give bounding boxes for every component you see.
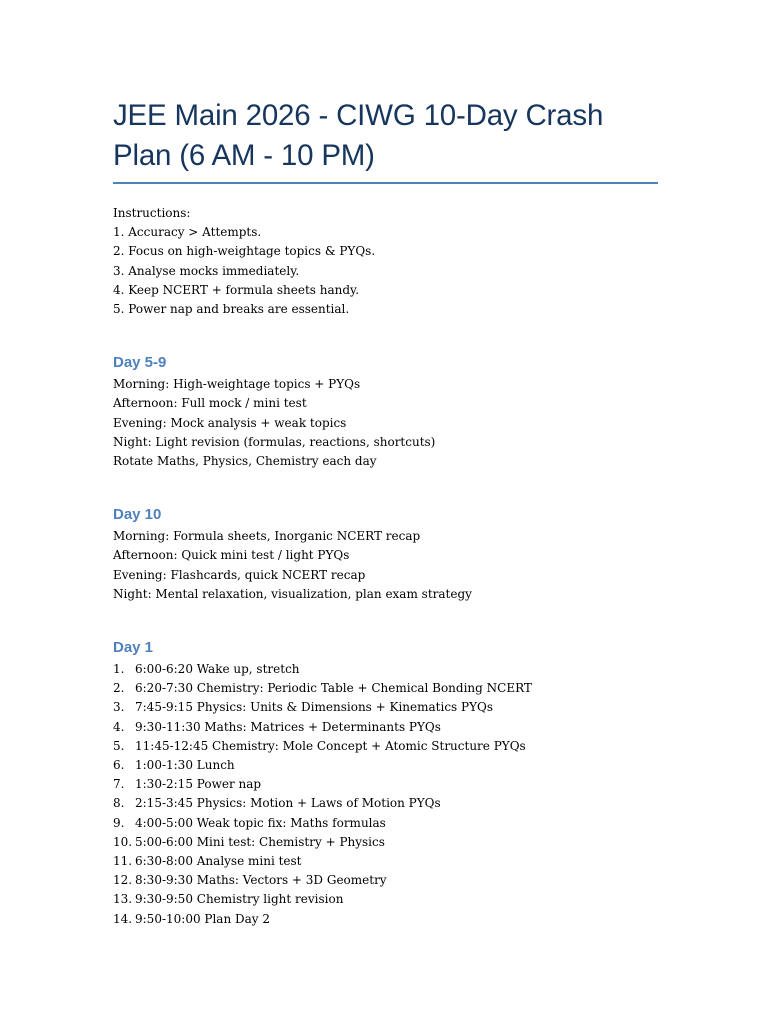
instruction-item: 3. Analyse mocks immediately. <box>113 263 300 278</box>
section-heading: Day 5-9 <box>113 354 167 372</box>
section-heading: Day 1 <box>113 639 154 657</box>
list-item <box>113 833 658 852</box>
list-number: 11. <box>113 854 133 869</box>
instruction-item: 4. Keep NCERT + formula sheets handy. <box>113 282 360 297</box>
section-heading: Day 10 <box>113 506 162 524</box>
list-text: 2:15-3:45 Physics: Motion + Laws of Motion PYQs <box>135 796 441 811</box>
list-number: 3. <box>113 700 125 715</box>
schedule-line: Night: Light revision (formulas, reactions, shortcuts) <box>113 434 436 449</box>
list-text: 1:00-1:30 Lunch <box>135 758 235 773</box>
schedule-line: Afternoon: Full mock / mini test <box>113 396 307 411</box>
list-number: 1. <box>113 662 125 677</box>
list-number: 2. <box>113 681 125 696</box>
list-text: 5:00-6:00 Mini test: Chemistry + Physics <box>135 834 385 849</box>
section-day-10 <box>113 505 658 604</box>
instructions-block <box>113 204 658 319</box>
instruction-item: 5. Power nap and breaks are essential. <box>113 302 350 317</box>
list-number: 12. <box>113 873 133 888</box>
list-item <box>113 890 658 909</box>
list-number: 8. <box>113 796 125 811</box>
schedule-line: Afternoon: Quick mini test / light PYQs <box>113 548 350 563</box>
list-item <box>113 814 658 833</box>
list-text: 6:20-7:30 Chemistry: Periodic Table + Chemical Bonding NCERT <box>135 681 532 696</box>
schedule-line: Evening: Mock analysis + weak topics <box>113 415 347 430</box>
list-number: 7. <box>113 777 125 792</box>
section-day-1 <box>113 638 658 929</box>
list-number: 10. <box>113 834 133 849</box>
schedule-line: Rotate Maths, Physics, Chemistry each day <box>113 454 377 469</box>
list-text: 6:00-6:20 Wake up, stretch <box>135 662 300 677</box>
list-number: 14. <box>113 911 133 926</box>
list-text: 9:30-9:50 Chemistry light revision <box>135 892 344 907</box>
schedule-line: Night: Mental relaxation, visualization, plan exam strategy <box>113 586 472 601</box>
schedule-line: Evening: Flashcards, quick NCERT recap <box>113 567 366 582</box>
list-text: 11:45-12:45 Chemistry: Mole Concept + Atomic Structure PYQs <box>135 738 526 753</box>
list-item <box>113 756 658 775</box>
list-text: 7:45-9:15 Physics: Units & Dimensions + Kinematics PYQs <box>135 700 494 715</box>
list-item <box>113 660 658 679</box>
list-text: 4:00-5:00 Weak topic fix: Maths formulas <box>135 815 386 830</box>
list-text: 6:30-8:00 Analyse mini test <box>135 854 302 869</box>
list-text: 9:30-11:30 Maths: Matrices + Determinants PYQs <box>135 719 441 734</box>
schedule-line: Morning: High-weightage topics + PYQs <box>113 377 361 392</box>
list-item <box>113 871 658 890</box>
list-text: 9:50-10:00 Plan Day 2 <box>135 911 271 926</box>
list-text: 1:30-2:15 Power nap <box>135 777 262 792</box>
document-title: JEE Main 2026 - CIWG 10-Day Crash Plan (6 AM - 10 PM) <box>113 96 658 184</box>
list-number: 13. <box>113 892 133 907</box>
day-1-schedule-list <box>113 660 658 929</box>
list-number: 9. <box>113 815 125 830</box>
document-page <box>113 96 658 929</box>
list-item <box>113 737 658 756</box>
list-item <box>113 852 658 871</box>
list-number: 6. <box>113 758 125 773</box>
list-number: 5. <box>113 738 125 753</box>
instruction-item: 2. Focus on high-weightage topics & PYQs. <box>113 244 376 259</box>
instruction-item: 1. Accuracy > Attempts. <box>113 225 262 240</box>
list-item <box>113 910 658 929</box>
list-text: 8:30-9:30 Maths: Vectors + 3D Geometry <box>135 873 387 888</box>
instructions-label: Instructions: <box>113 206 191 220</box>
list-item <box>113 775 658 794</box>
section-day-5-9 <box>113 353 658 471</box>
schedule-line: Morning: Formula sheets, Inorganic NCERT recap <box>113 529 421 544</box>
list-number: 4. <box>113 719 125 734</box>
list-item <box>113 794 658 813</box>
list-item <box>113 718 658 737</box>
list-item <box>113 679 658 698</box>
list-item <box>113 698 658 717</box>
